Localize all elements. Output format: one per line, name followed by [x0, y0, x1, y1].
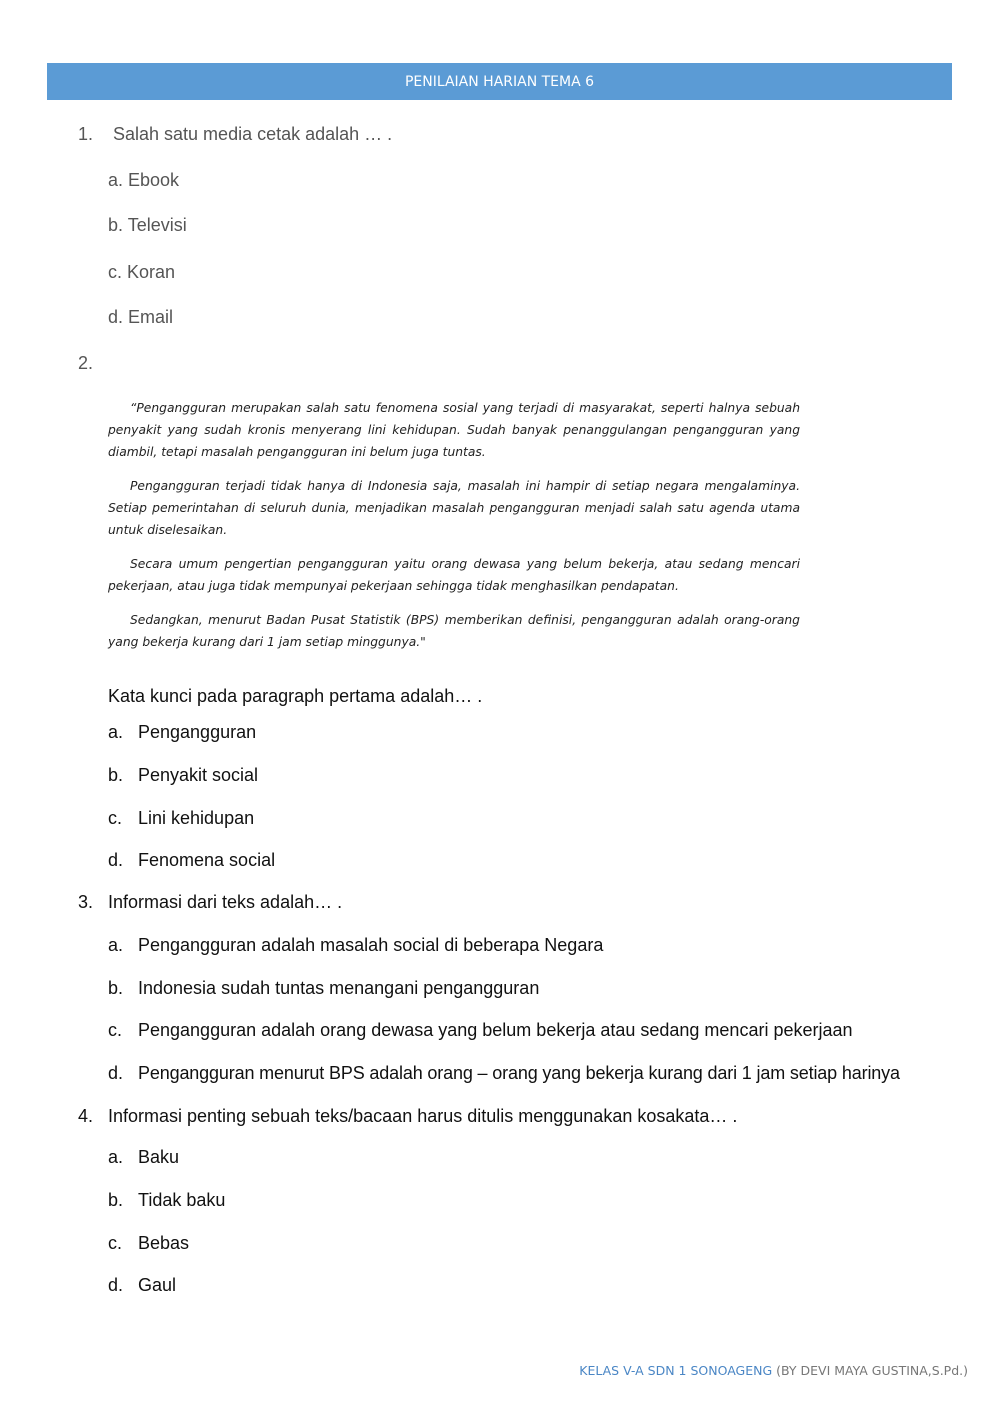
- passage-paragraph: Sedangkan, menurut Badan Pusat Statistik (BPS) memberikan definisi, pengangguran adalah orang-orang yang bekerja kurang dari 1 jam setiap minggunya.": [108, 613, 800, 649]
- option-letter: a.: [108, 1147, 124, 1167]
- reading-passage: [108, 397, 800, 665]
- option-c: c. Koran: [108, 262, 176, 282]
- page-title-bar: [47, 63, 952, 100]
- option-letter: c.: [108, 808, 123, 828]
- question-number: 4.: [78, 1106, 94, 1126]
- option-letter: d.: [108, 1275, 124, 1295]
- option-a: Baku: [138, 1147, 180, 1167]
- option-a: Pengangguran: [138, 722, 257, 742]
- option-c: Bebas: [138, 1233, 190, 1253]
- passage-paragraph: Pengangguran terjadi tidak hanya di Indonesia saja, masalah ini hampir di setiap negara mengalaminya. Setiap pemerintahan di seluruh dunia, menjadikan masalah pengangguran menjadi salah satu agenda utama untuk diselesaikan.: [108, 479, 800, 537]
- option-b: b. Televisi: [108, 215, 187, 235]
- option-letter: d.: [108, 1063, 124, 1083]
- question-number: 2.: [78, 353, 94, 373]
- question-text: Informasi penting sebuah teks/bacaan harus ditulis menggunakan kosakata… .: [108, 1106, 738, 1126]
- option-a: Pengangguran adalah masalah social di beberapa Negara: [138, 935, 604, 955]
- option-d: Pengangguran menurut BPS adalah orang – orang yang bekerja kurang dari 1 jam setiap harinya: [138, 1063, 900, 1083]
- option-c: Pengangguran adalah orang dewasa yang belum bekerja atau sedang mencari pekerjaan: [138, 1020, 853, 1040]
- option-b: Tidak baku: [138, 1190, 226, 1210]
- option-d: d. Email: [108, 307, 174, 327]
- question-text: Kata kunci pada paragraph pertama adalah… .: [108, 686, 483, 706]
- option-letter: a.: [108, 935, 124, 955]
- option-letter: a.: [108, 722, 124, 742]
- option-letter: c.: [108, 1020, 123, 1040]
- footer-author: (BY DEVI MAYA GUSTINA,S.Pd.): [772, 1363, 968, 1378]
- option-letter: b.: [108, 765, 124, 785]
- option-b: Indonesia sudah tuntas menangani pengangguran: [138, 978, 540, 998]
- footer-class-school: KELAS V-A SDN 1 SONOAGENG: [579, 1363, 773, 1378]
- question-number: 3.: [78, 892, 94, 912]
- question-number: 1.: [78, 124, 94, 144]
- option-letter: b.: [108, 978, 124, 998]
- option-b: Penyakit social: [138, 765, 259, 785]
- page-title: PENILAIAN HARIAN TEMA 6: [404, 73, 595, 90]
- question-text: Salah satu media cetak adalah … .: [113, 124, 393, 144]
- option-d: Gaul: [138, 1275, 177, 1295]
- passage-paragraph: Secara umum pengertian pengangguran yaitu orang dewasa yang belum bekerja, atau sedang mencari pekerjaan, atau juga tidak mempunyai pekerjaan sehingga tidak menghasilkan pendapatan.: [108, 557, 800, 593]
- option-letter: d.: [108, 850, 124, 870]
- option-letter: b.: [108, 1190, 124, 1210]
- option-c: Lini kehidupan: [138, 808, 255, 828]
- page-footer: [579, 1363, 968, 1378]
- option-letter: c.: [108, 1233, 123, 1253]
- option-d: Fenomena social: [138, 850, 276, 870]
- passage-paragraph: “Pengangguran merupakan salah satu fenomena sosial yang terjadi di masyarakat, seperti halnya sebuah penyakit yang sudah kronis menyerang lini kehidupan. Sudah banyak penanggulangan pengangguran yang diambil, tetapi masalah pengangguran ini belum juga tuntas.: [108, 401, 800, 459]
- question-text: Informasi dari teks adalah… .: [108, 892, 343, 912]
- option-a: a. Ebook: [108, 170, 180, 190]
